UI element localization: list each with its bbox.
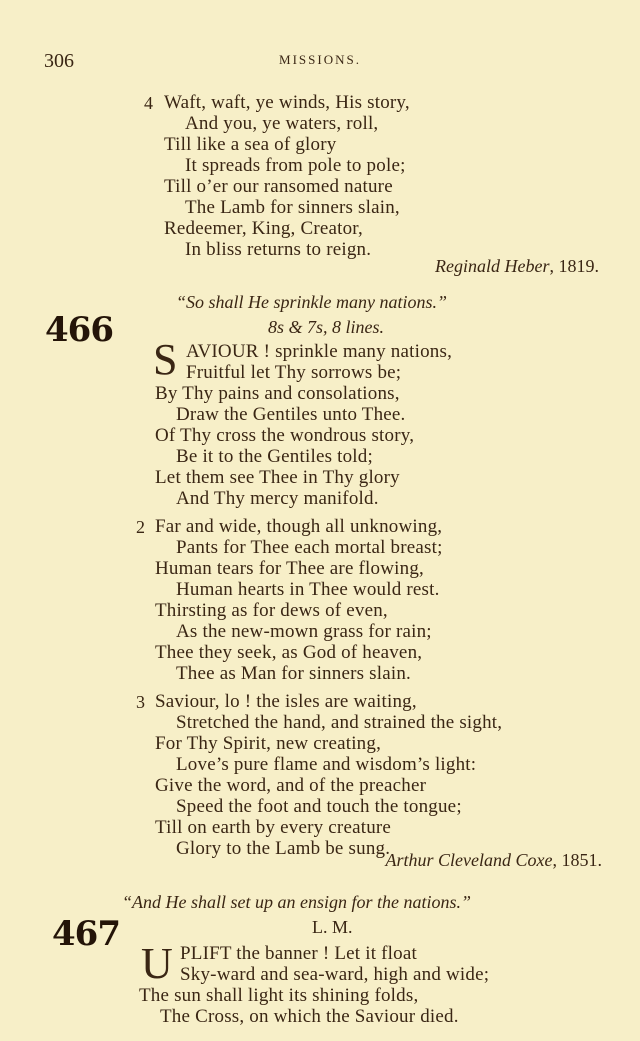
hymn-line: Glory to the Lamb be sung. [176,838,391,859]
page-number: 306 [44,50,74,72]
hymn-line: Be it to the Gentiles told; [176,446,373,467]
hymn-line: Human hearts in Thee would rest. [176,579,440,600]
drop-cap: U [141,939,173,988]
hymn-line: Till o’er our ransomed nature [164,176,393,197]
hymn-line: Pants for Thee each mortal breast; [176,537,443,558]
author-year: , 1819. [549,256,599,276]
hymn-line: Let them see Thee in Thy glory [155,467,400,488]
hymn-line: Give the word, and of the preacher [155,775,427,796]
epigraph: “So shall He sprinkle many nations.” [176,292,448,312]
hymn-line: The sun shall light its shining folds, [139,985,419,1006]
hymn-line: Far and wide, though all unknowing, [155,516,443,537]
meter: 8s & 7s, 8 lines. [268,317,385,337]
hymn-line: For Thy Spirit, new creating, [155,733,382,754]
meter: L. M. [312,917,353,937]
running-head: MISSIONS. [279,52,361,67]
hymn-line: And you, ye waters, roll, [185,113,379,134]
verse-number: 2 [136,517,145,537]
hymn-line: Saviour, lo ! the isles are waiting, [155,691,417,712]
hymn-line: Love’s pure flame and wisdom’s light: [176,754,477,775]
verse-number: 4 [144,93,153,113]
epigraph: “And He shall set up an ensign for the nations.” [122,892,472,912]
drop-cap: S [153,335,178,384]
author-name: Reginald Heber [435,256,550,276]
hymn-line: The Cross, on which the Saviour died. [160,1006,459,1027]
author-name: Arthur Cleveland Coxe [385,850,553,870]
verse-number: 3 [136,692,145,712]
hymn-number: 467 [52,914,120,954]
hymn-line: PLIFT the banner ! Let it float [180,943,417,964]
attribution [386,850,602,871]
hymn-line: Thee as Man for sinners slain. [176,663,411,684]
hymn-line: Human tears for Thee are flowing, [155,558,424,579]
hymn-line: Draw the Gentiles unto Thee. [176,404,406,425]
hymn-line: Speed the foot and touch the tongue; [176,796,462,817]
hymn-line: Stretched the hand, and strained the sight, [176,712,503,733]
hymn-line: AVIOUR ! sprinkle many nations, [186,341,453,362]
hymn-line: Thee they seek, as God of heaven, [155,642,423,663]
hymn-line: Sky-ward and sea-ward, high and wide; [180,964,490,985]
hymn-line: Waft, waft, ye winds, His story, [164,92,410,113]
hymn-line: Till on earth by every creature [155,817,392,838]
hymn-line: It spreads from pole to pole; [185,155,406,176]
attribution [435,256,599,277]
hymn-line: The Lamb for sinners slain, [185,197,400,218]
hymn-line: As the new-mown grass for rain; [176,621,432,642]
hymn-line: Of Thy cross the wondrous story, [155,425,415,446]
hymn-line: Fruitful let Thy sorrows be; [186,362,402,383]
hymn-line: And Thy mercy manifold. [176,488,379,509]
hymn-line: Till like a sea of glory [164,134,337,155]
hymn-line: Redeemer, King, Creator, [164,218,364,239]
hymn-line: In bliss returns to reign. [185,239,372,260]
author-year: , 1851. [552,850,602,870]
hymn-number: 466 [45,310,113,350]
hymn-line: Thirsting as for dews of even, [155,600,388,621]
hymn-line: By Thy pains and consolations, [155,383,400,404]
